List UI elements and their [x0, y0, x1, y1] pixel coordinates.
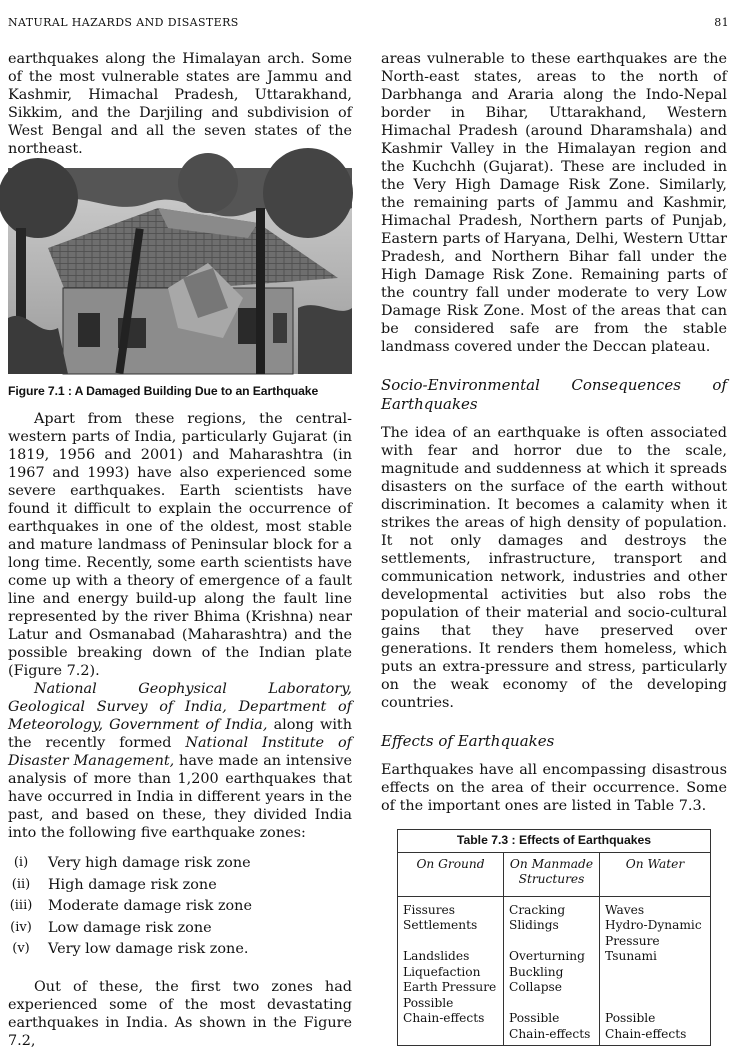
right-column [381, 50, 727, 1046]
right-paragraph-2: The idea of an earthquake is often associated with fear and horror due to the scale, magnitude and suddenness at which it spreads disasters on the surface of the earth without discrimination. It becomes a calamity when it strikes the areas of high density of population. It not only damages and destroys the settlements, infrastructure, transport and communication network, industries and other developmental activities but also robs the population of their material and socio-cultural gains that they have preserved over generations. It renders them homeless, which puts an extra-pressure and stress, particularly on the weak economy of the developing countries. [381, 425, 727, 711]
list-text: Low damage risk zone [48, 919, 212, 936]
right-paragraph-1: areas vulnerable to these earthquakes are the North-east states, areas to the north of Darbhanga and Araria along the Indo-Nepal border in Bihar, Uttarakhand, Western Himachal Pradesh (around Dharamshala) and Kashmir Valley in the Himalayan region and the Kuchchh (Gujarat). These are included in the Very High Damage Risk Zone. Similarly, the remaining parts of Jammu and Kashmir, Himachal Pradesh, Northern parts of Punjab, Eastern parts of Haryana, Delhi, Western Uttar Pradesh, and Northern Bihar fall under the High Damage Risk Zone. Remaining parts of the country fall under moderate to very Low Damage Risk Zone. Most of the areas that can be considered safe are from the stable landmass covered under the Deccan plateau. [381, 51, 727, 355]
list-item [8, 876, 352, 898]
table-row [398, 949, 711, 965]
left-column [8, 50, 352, 1050]
left-paragraph-1: Apart from these regions, the central-western parts of India, particularly Gujarat (in 1819, 1956 and 2001) and Maharashtra (in 1967 and 1993) have also experienced some severe earthquakes. Earth scientists have found it difficult to explain the occurrence of earthquakes in one of the oldest, most stable and mature landmass of Peninsular block for a long time. Recently, some earth scientists have come up with a theory of emergence of a fault line and energy build-up along the fault line represented by the river Bhima (Krishna) near Latur and Osmanabad (Maharashtra) and the possible breaking down of the Indian plate (Figure 7.2). [8, 411, 352, 679]
page-header [8, 16, 729, 32]
table-row [398, 980, 711, 996]
table-cell [504, 934, 600, 950]
list-number: (v) [12, 941, 30, 956]
table-cell: Settlements [398, 918, 504, 934]
table-row [398, 996, 711, 1012]
figure-photo [8, 168, 352, 374]
table-row [398, 965, 711, 981]
list-item [8, 854, 352, 876]
section-heading-effects: Effects of Earthquakes [381, 732, 555, 750]
table-cell: Collapse [504, 980, 600, 996]
table-cell: Overturning [504, 949, 600, 965]
list-number: (i) [13, 855, 29, 870]
list-number: (ii) [11, 876, 31, 892]
agencies-italic: National Geophysical Laboratory, Geological Survey of India, Department of Meteorology, Government of India, [8, 681, 352, 733]
right-paragraph-3: Earthquakes have all encompassing disastrous effects on the area of their occurrence. Some of the important ones are listed in Table 7.3. [381, 762, 727, 814]
table-cell: Chain-effects [600, 1027, 711, 1046]
left-paragraph-2 [8, 680, 352, 842]
table-title: Table 7.3 : Effects of Earthquakes [398, 830, 711, 853]
list-text: Very low damage risk zone. [48, 941, 249, 957]
list-text: Moderate damage risk zone [48, 898, 252, 914]
table-row [398, 1011, 711, 1027]
list-number: (iii) [9, 898, 33, 913]
table-cell: Landslides [398, 949, 504, 965]
table-cell [398, 934, 504, 950]
list-item [8, 919, 352, 941]
table-row [398, 1027, 711, 1046]
table-cell: Slidings [504, 918, 600, 934]
table-cell: Chain-effects [398, 1011, 504, 1027]
table-cell: Hydro-Dynamic [600, 918, 711, 934]
table-cell: Liquefaction [398, 965, 504, 981]
table-cell: Tsunami [600, 949, 711, 965]
table-header-row [398, 852, 711, 896]
nidm-italic: National Institute of Disaster Management, [8, 735, 352, 769]
agencies-end-text: have made an intensive analysis of more than 1,200 earthquakes that have occurred in India in different years in the past, and based on these, they divided India into the following five earthquake zones: [8, 753, 352, 841]
effects-table [397, 829, 711, 1046]
table-cell: Buckling [504, 965, 600, 981]
running-title: NATURAL HAZARDS AND DISASTERS [8, 16, 239, 29]
table-cell: Waves [600, 896, 711, 918]
table-cell: Possible [504, 1011, 600, 1027]
table-row [398, 896, 711, 918]
damaged-building-photo [8, 168, 352, 374]
list-text: Very high damage risk zone [48, 855, 251, 871]
list-item [8, 897, 352, 919]
table-cell [600, 980, 711, 996]
table-cell: Earth Pressure [398, 980, 504, 996]
left-intro-paragraph: earthquakes along the Himalayan arch. Some of the most vulnerable states are Jammu and Kashmir, Himachal Pradesh, Uttarakhand, Sikkim, and the Darjiling and subdivision of West Bengal and all the seven states of the northeast. [8, 51, 352, 157]
table-cell [600, 965, 711, 981]
zones-list [8, 854, 352, 962]
table-cell: Fissures [398, 896, 504, 918]
list-item [8, 940, 352, 962]
list-number: (iv) [10, 919, 32, 935]
table-cell: Possible [600, 1011, 711, 1027]
left-paragraph-3: Out of these, the first two zones had experienced some of the most devastating earthquakes in India. As shown in the Figure 7.2, [8, 978, 352, 1049]
agencies-mid-text: along with the recently formed [8, 717, 352, 751]
table-row [398, 934, 711, 950]
table-row [398, 918, 711, 934]
table-cell [600, 996, 711, 1012]
page-number: 81 [714, 16, 729, 29]
table-cell: Chain-effects [504, 1027, 600, 1046]
figure-caption: Figure 7.1 : A Damaged Building Due to an Earthquake [8, 384, 319, 398]
list-text: High damage risk zone [48, 876, 217, 893]
column-header: On Manmade Structures [504, 852, 600, 896]
table-cell: Possible [398, 996, 504, 1012]
table-cell: Pressure [600, 934, 711, 950]
column-header: On Ground [398, 852, 504, 896]
table-cell [504, 996, 600, 1012]
section-heading-socio: Socio-Environmental Consequences of Earthquakes [381, 376, 727, 413]
column-header: On Water [600, 852, 711, 896]
table-cell [398, 1027, 504, 1046]
table-cell: Cracking [504, 896, 600, 918]
